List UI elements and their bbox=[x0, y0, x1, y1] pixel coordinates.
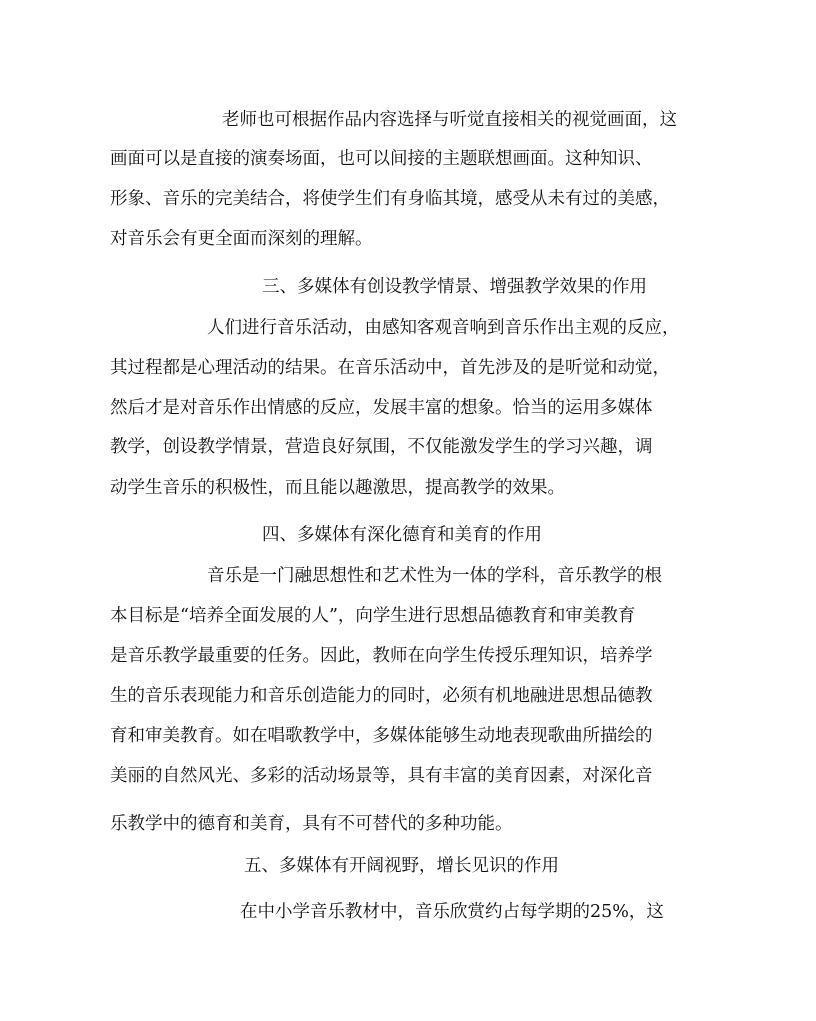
paragraph-line: 老师也可根据作品内容选择与听觉直接相关的视觉画面，这 bbox=[222, 110, 677, 130]
section-heading-5: 五、多媒体有开阔视野，增长见识的作用 bbox=[244, 856, 559, 876]
paragraph-line: 人们进行音乐活动，由感知客观音响到音乐作出主观的反应， bbox=[207, 318, 680, 338]
paragraph-line: 然后才是对音乐作出情感的反应，发展丰富的想象。恰当的运用多媒体 bbox=[110, 398, 653, 418]
paragraph-line: 其过程都是心理活动的结果。在音乐活动中，首先涉及的是听觉和动觉， bbox=[110, 358, 670, 378]
paragraph-line: 生的音乐表现能力和音乐创造能力的同时，必须有机地融进思想品德教 bbox=[110, 686, 653, 706]
paragraph-line: 在中小学音乐教材中，音乐欣赏约占每学期的25%，这 bbox=[240, 902, 664, 922]
paragraph-line: 音乐是一门融思想性和艺术性为一体的学科，音乐教学的根 bbox=[207, 566, 662, 586]
paragraph-line: 对音乐会有更全面而深刻的理解。 bbox=[110, 229, 373, 249]
section-heading-4: 四、多媒体有深化德育和美育的作用 bbox=[262, 525, 542, 545]
paragraph-line: 形象、音乐的完美结合，将使学生们有身临其境，感受从未有过的美感， bbox=[110, 189, 670, 209]
paragraph-line: 美丽的自然风光、多彩的活动场景等，具有丰富的美育因素，对深化音 bbox=[110, 766, 653, 786]
section-heading-3: 三、多媒体有创设教学情景、增强教学效果的作用 bbox=[262, 277, 647, 297]
paragraph-line: 是音乐教学最重要的任务。因此，教师在向学生传授乐理知识，培养学 bbox=[110, 646, 653, 666]
paragraph-line: 画面可以是直接的演奏场面，也可以间接的主题联想画面。这种知识、 bbox=[110, 149, 653, 169]
paragraph-line: 教学，创设教学情景，营造良好氛围，不仅能激发学生的学习兴趣，调 bbox=[110, 437, 653, 457]
paragraph-line: 本目标是“培养全面发展的人”，向学生进行思想品德教育和审美教育 bbox=[110, 606, 636, 626]
paragraph-line: 育和审美教育。如在唱歌教学中，多媒体能够生动地表现歌曲所描绘的 bbox=[110, 726, 653, 746]
paragraph-line: 乐教学中的德育和美育，具有不可替代的多种功能。 bbox=[110, 814, 513, 834]
paragraph-line: 动学生音乐的积极性，而且能以趣激思，提高教学的效果。 bbox=[110, 478, 565, 498]
